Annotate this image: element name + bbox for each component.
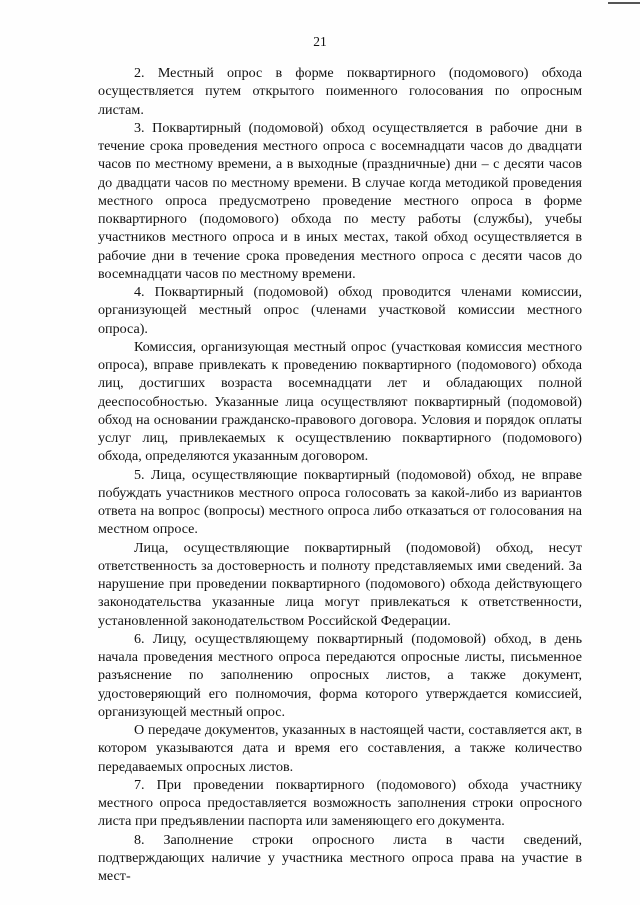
paragraph-4: 4. Поквартирный (подомовой) обход проводится членами комиссии, организующей местный опрос (членами участковой комиссии местного опроса). <box>98 284 582 337</box>
paragraph-2: 2. Местный опрос в форме поквартирного (подомового) обхода осуществляется путем открытого поименного голосования по опросным листам. <box>98 65 582 118</box>
paragraph-3: 3. Поквартирный (подомовой) обход осуществляется в рабочие дни в течение срока проведения местного опроса с восемнадцати часов до двадцати часов по местному времени, а в выходные (праздничные) дни – с десяти часов до двадцати часов по местному времени. В случае когда методикой проведения местного опроса предусмотрено проведение местного опроса в форме поквартирного (подомового) обхода по месту работы (службы), учебы участников местного опроса и в иных местах, такой обход осуществляется в рабочие дни в течение срока проведения местного опроса с десяти часов до восемнадцати часов по местному времени. <box>98 119 582 282</box>
paragraph-8: 8. Заполнение строки опросного листа в части сведений, подтверждающих наличие у участника местного опроса права на участие в мест- <box>98 831 582 884</box>
document-body <box>98 64 582 885</box>
paragraph-7: 7. При проведении поквартирного (подомового) обхода участнику местного опроса предоставляется возможность заполнения строки опросного листа при предъявлении паспорта или заменяющего его документа. <box>98 776 582 830</box>
page-number: 21 <box>313 34 327 49</box>
paragraph-5: 5. Лица, осуществляющие поквартирный (подомовой) обход, не вправе побуждать участников местного опроса голосовать за какой-либо из вариантов ответа на вопрос (вопросы) местного опроса либо отказаться от голосования на местном опросе. <box>98 466 582 538</box>
paragraph-6-act: О передаче документов, указанных в настоящей части, составляется акт, в котором указываются дата и время его составления, а также количество передаваемых опросных листов. <box>98 722 582 775</box>
paragraph-4-commission: Комиссия, организующая местный опрос (участковая комиссия местного опроса), вправе привлекать к проведению поквартирного (подомового) обхода лиц, достигших возраста восемнадцати лет и обладающих полной дееспособностью. Указанные лица осуществляют поквартирный (подомовой) обход на основании гражданско-правового договора. Условия и порядок оплаты услуг лиц, привлекаемых к осуществлению поквартирного (подомового) обхода, определяются указанным договором. <box>98 338 582 465</box>
paragraph-5-responsibility: Лица, осуществляющие поквартирный (подомовой) обход, несут ответственность за достоверность и полноту представляемых ими сведений. За нарушение при проведении поквартирного (подомового) обхода действующего законодательства указанные лица могут привлекаться к ответственности, установленной законодательством Российской Федерации. <box>98 539 582 629</box>
scan-edge-mark <box>608 2 640 4</box>
paragraph-6: 6. Лицу, осуществляющему поквартирный (подомовой) обход, в день начала проведения местного опроса передаются опросные листы, письменное разъяснение по заполнению опросных листов, а также документ, удостоверяющий его полномочия, форма которого утверждается комиссией, организующей местный опрос. <box>98 630 582 720</box>
